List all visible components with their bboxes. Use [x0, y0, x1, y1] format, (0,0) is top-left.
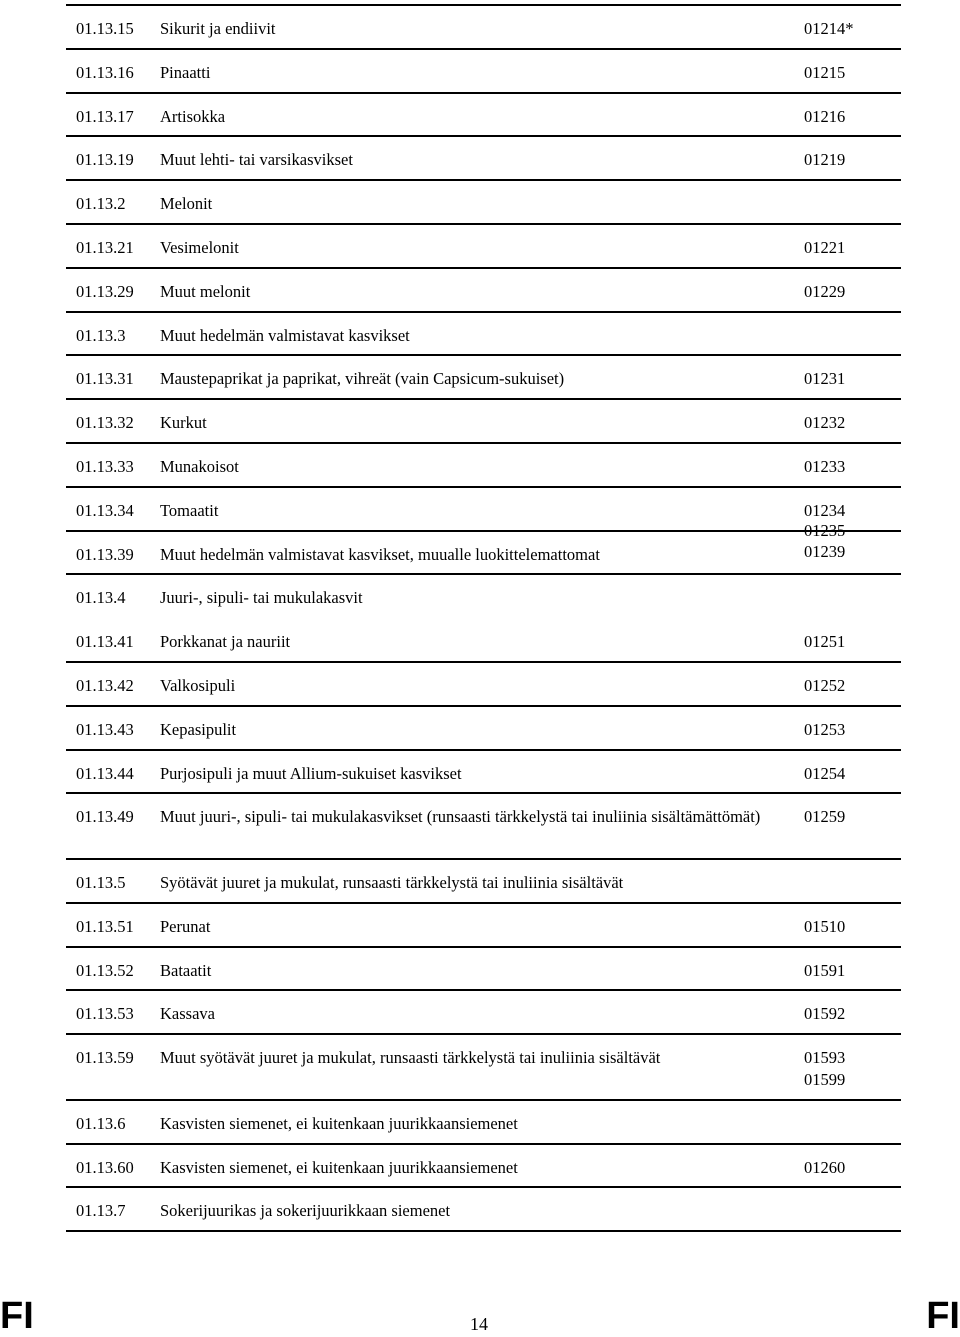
- row-code: 01.13.5: [76, 872, 126, 892]
- row-code: 01.13.2: [76, 194, 126, 214]
- row-code: 01.13.41: [76, 632, 134, 652]
- row-description: Kasvisten siemenet, ei kuitenkaan juurikkaansiemenet: [160, 1113, 518, 1133]
- row-description: Muut hedelmän valmistavat kasvikset: [160, 325, 410, 345]
- row-code: 01.13.16: [76, 62, 134, 82]
- row-code: 01.13.53: [76, 1004, 134, 1024]
- table-row: [66, 488, 901, 532]
- row-cn-code: 01510: [804, 916, 846, 936]
- table-row: [66, 619, 901, 663]
- row-description: Purjosipuli ja muut Allium-sukuiset kasvikset: [160, 763, 462, 783]
- row-cn-code: 01593 01599: [804, 1048, 846, 1089]
- table-row: [66, 1188, 901, 1232]
- row-code: 01.13.51: [76, 916, 134, 936]
- table-row: [66, 904, 901, 948]
- table-row: [66, 1101, 901, 1145]
- row-description: Artisokka: [160, 106, 226, 126]
- row-cn-code: 01260: [804, 1157, 846, 1177]
- row-cn-code: 01214*: [804, 19, 854, 38]
- row-description: Porkkanat ja nauriit: [160, 632, 291, 652]
- row-cn-code: 01233: [804, 456, 846, 476]
- row-cn-code: 01259: [804, 807, 846, 827]
- row-description: Tomaatit: [160, 500, 219, 520]
- row-description: Muut lehti- tai varsikasvikset: [160, 150, 353, 170]
- table-row: [66, 400, 901, 444]
- row-description: Juuri-, sipuli- tai mukulakasvit: [160, 588, 363, 608]
- table-row: [66, 181, 901, 225]
- table-row: [66, 520, 901, 576]
- row-code: 01.13.42: [76, 675, 134, 695]
- table-row: [66, 444, 901, 488]
- row-description: Kurkut: [160, 413, 207, 433]
- table-row: [66, 991, 901, 1035]
- table-row: [66, 1145, 901, 1189]
- row-cn-code: 01251: [804, 632, 846, 652]
- row-description: Valkosipuli: [160, 675, 236, 695]
- row-code: 01.13.7: [76, 1201, 126, 1221]
- row-code: 01.13.15: [76, 19, 134, 38]
- table-row: [66, 137, 901, 181]
- row-description: Kasvisten siemenet, ei kuitenkaan juurikkaansiemenet: [160, 1157, 518, 1177]
- row-code: 01.13.33: [76, 456, 134, 476]
- row-code: 01.13.21: [76, 237, 134, 257]
- table-row: [66, 356, 901, 400]
- row-code: 01.13.19: [76, 150, 134, 170]
- row-description: Syötävät juuret ja mukulat, runsaasti tärkkelystä tai inuliinia sisältävät: [160, 872, 624, 892]
- table-row: [66, 225, 901, 269]
- table-row: [66, 50, 901, 94]
- row-description: Muut hedelmän valmistavat kasvikset, muualle luokittelemattomat: [160, 544, 600, 564]
- row-cn-code: 01229: [804, 281, 846, 301]
- row-code: 01.13.43: [76, 719, 134, 739]
- row-cn-code: 01232: [804, 413, 846, 433]
- row-code: 01.13.29: [76, 281, 134, 301]
- footer-country-mark-left: FI: [0, 1295, 34, 1337]
- row-code: 01.13.17: [76, 106, 134, 126]
- row-description: Munakoisot: [160, 456, 239, 476]
- row-description: Sikurit ja endiivit: [160, 19, 276, 38]
- row-cn-code: 01231: [804, 369, 846, 389]
- table-row: [66, 860, 901, 904]
- row-code: 01.13.59: [76, 1048, 134, 1068]
- classification-table: [66, 4, 901, 1232]
- row-code: 01.13.52: [76, 960, 134, 980]
- row-code: 01.13.6: [76, 1113, 126, 1133]
- row-cn-code: 01215: [804, 62, 846, 82]
- row-description: Kepasipulit: [160, 719, 237, 739]
- row-code: 01.13.34: [76, 500, 134, 520]
- table-row: [66, 575, 901, 619]
- row-cn-code: 01234: [804, 500, 846, 520]
- row-cn-code: 01219: [804, 150, 846, 170]
- row-description: Vesimelonit: [160, 237, 239, 257]
- row-cn-code: 01216: [804, 106, 846, 126]
- row-code: 01.13.39: [76, 544, 134, 564]
- row-description: Bataatit: [160, 960, 212, 980]
- table-row: [66, 794, 901, 860]
- row-cn-code: 01591: [804, 960, 846, 980]
- table-row: [66, 269, 901, 313]
- table-row: [66, 1035, 901, 1101]
- row-code: 01.13.3: [76, 325, 126, 345]
- table-row: [66, 6, 901, 50]
- row-description: Pinaatti: [160, 62, 211, 82]
- table-row: [66, 94, 901, 138]
- row-code: 01.13.32: [76, 413, 134, 433]
- page-number: 14: [470, 1314, 488, 1334]
- row-description: Melonit: [160, 194, 213, 214]
- row-cn-code: 01253: [804, 719, 846, 739]
- table-row: [66, 751, 901, 795]
- row-cn-code: 01254: [804, 763, 846, 783]
- table-row: [66, 663, 901, 707]
- row-code: 01.13.31: [76, 369, 134, 389]
- row-code: 01.13.4: [76, 588, 126, 608]
- row-cn-code: 01221: [804, 237, 846, 257]
- row-cn-code: 01592: [804, 1004, 846, 1024]
- row-description: Perunat: [160, 916, 211, 936]
- row-description: Muut melonit: [160, 281, 251, 301]
- row-description: Maustepaprikat ja paprikat, vihreät (vain Capsicum-sukuiset): [160, 369, 565, 389]
- row-description: Muut syötävät juuret ja mukulat, runsaasti tärkkelystä tai inuliinia sisältävät: [160, 1048, 661, 1068]
- footer-country-mark-right: FI: [926, 1295, 960, 1337]
- row-code: 01.13.49: [76, 807, 134, 827]
- row-code: 01.13.44: [76, 763, 134, 783]
- row-description: Sokerijuurikas ja sokerijuurikkaan siemenet: [160, 1201, 451, 1221]
- table-row: [66, 313, 901, 357]
- row-cn-code: 01235 01239: [804, 520, 846, 562]
- table-row: [66, 948, 901, 992]
- table-row: [66, 707, 901, 751]
- row-code: 01.13.60: [76, 1157, 134, 1177]
- row-cn-code: 01252: [804, 675, 846, 695]
- row-description: Kassava: [160, 1004, 215, 1024]
- row-description: Muut juuri-, sipuli- tai mukulakasvikset (runsaasti tärkkelystä tai inuliinia sisältämättömät): [160, 807, 761, 827]
